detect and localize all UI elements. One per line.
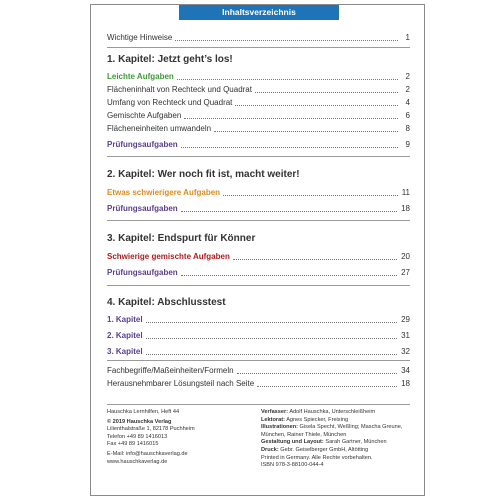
toc-entry-page: 27 — [401, 268, 410, 277]
design: Sarah Gartner, München — [325, 439, 387, 446]
toc-entry[interactable] — [107, 139, 410, 150]
isbn: ISBN 978-3-88100-044-4 — [261, 462, 324, 469]
section-divider — [107, 156, 410, 157]
dot-leader — [181, 147, 398, 148]
toc-entry-page: 18 — [401, 379, 410, 388]
toc-entry[interactable] — [107, 123, 410, 134]
dot-leader — [181, 275, 397, 276]
illustrations-line — [261, 424, 411, 432]
toc-entry[interactable] — [107, 314, 410, 325]
toc-entry-page: 6 — [405, 111, 410, 120]
publisher-info — [107, 409, 257, 466]
chapter-2-title: 2. Kapitel: Wer noch fit ist, macht weiter! — [107, 169, 300, 180]
illustrations-continued: München, Rainer Thiele, München — [261, 431, 347, 438]
design-label: Gestaltung und Layout: — [261, 439, 324, 446]
toc-entry-label: Etwas schwierigere Aufgaben — [107, 188, 221, 197]
toc-entry[interactable] — [107, 346, 410, 357]
dot-leader — [235, 105, 398, 106]
credits-info — [261, 409, 411, 470]
section-divider — [107, 47, 410, 48]
footer-divider — [107, 404, 410, 405]
dot-leader — [255, 92, 398, 93]
toc-entry-label: Schwierige gemischte Aufgaben — [107, 252, 230, 261]
email-link[interactable]: E-Mail: info@hauschkaverlag.de — [107, 450, 188, 457]
toc-entry-label: Prüfungsaufgaben — [107, 140, 178, 149]
toc-entry-page: 2 — [405, 72, 410, 81]
chapter-1-title: 1. Kapitel: Jetzt geht’s los! — [107, 54, 233, 65]
toc-entry-page: 11 — [401, 188, 410, 197]
toc-entry-label: Flächeneinheiten umwandeln — [107, 124, 212, 133]
toc-entry[interactable] — [107, 251, 410, 262]
document-page — [90, 4, 425, 496]
editor-line — [261, 417, 411, 425]
toc-entry-page: 2 — [405, 85, 410, 94]
author: Adolf Hauschka, Unterschleißheim — [289, 409, 376, 415]
toc-entry-label: Fachbegriffe/Maßeinheiten/Formeln — [107, 366, 234, 375]
toc-entry[interactable] — [107, 203, 410, 214]
toc-entry-page: 20 — [401, 252, 410, 261]
copyright: © 2019 Hauschka Verlag — [107, 418, 172, 425]
fax: Fax +49 89 1416015 — [107, 441, 159, 448]
toc-entry-label: Gemischte Aufgaben — [107, 111, 182, 120]
toc-entry-page: 31 — [401, 331, 410, 340]
toc-entry-page: 29 — [401, 315, 410, 324]
toc-entry-page: 34 — [401, 366, 410, 375]
toc-entry-label: Prüfungsaufgaben — [107, 204, 178, 213]
series-name: Hauschka Lernhilfen, Heft 44 — [107, 409, 180, 415]
toc-entry-intro[interactable] — [107, 32, 410, 43]
toc-entry-page: 8 — [405, 124, 410, 133]
toc-entry-page: 9 — [405, 140, 410, 149]
dot-leader — [146, 354, 398, 355]
dot-leader — [214, 131, 398, 132]
dot-leader — [181, 211, 397, 212]
toc-entry-label: 2. Kapitel — [107, 331, 143, 340]
dot-leader — [237, 373, 398, 374]
toc-entry[interactable] — [107, 71, 410, 82]
phone: Telefon +49 89 1416013 — [107, 433, 168, 440]
toc-entry-label: Prüfungsaufgaben — [107, 268, 178, 277]
toc-entry-label: Umfang von Rechteck und Quadrat — [107, 98, 233, 107]
toc-entry[interactable] — [107, 110, 410, 121]
address: Lilienthalstraße 1, 82178 Puchheim — [107, 426, 195, 433]
website-link[interactable]: www.hauschkaverlag.de — [107, 458, 168, 465]
dot-leader — [177, 79, 398, 80]
design-line — [261, 439, 411, 447]
dot-leader — [175, 40, 398, 41]
toc-entry-page: 4 — [405, 98, 410, 107]
toc-entry-page: 18 — [401, 204, 410, 213]
printed-in: Printed in Germany. Alle Rechte vorbehalten. — [261, 454, 373, 461]
toc-entry[interactable] — [107, 267, 410, 278]
toc-entry-label: Wichtige Hinweise — [107, 33, 173, 42]
toc-entry-label: 3. Kapitel — [107, 347, 143, 356]
section-divider — [107, 360, 410, 361]
dot-leader — [146, 338, 398, 339]
chapter-3-title: 3. Kapitel: Endspurt für Könner — [107, 233, 256, 244]
section-divider — [107, 220, 410, 221]
toc-entry[interactable] — [107, 187, 410, 198]
toc-entry-label: Flächeninhalt von Rechteck und Quadrat — [107, 85, 252, 94]
toc-entry-glossary[interactable] — [107, 365, 410, 376]
editor-label: Lektorat: — [261, 416, 285, 423]
section-divider — [107, 285, 410, 286]
toc-entry[interactable] — [107, 330, 410, 341]
dot-leader — [257, 386, 397, 387]
dot-leader — [146, 322, 398, 323]
author-label: Verfasser: — [261, 409, 289, 415]
chapter-4-title: 4. Kapitel: Abschlusstest — [107, 297, 226, 308]
toc-entry[interactable] — [107, 97, 410, 108]
editor: Agnes Spiecker, Freising — [286, 416, 349, 423]
print-line — [261, 447, 411, 455]
toc-entry-label: Leichte Aufgaben — [107, 72, 174, 81]
toc-entry-page: 1 — [405, 33, 410, 42]
toc-entry[interactable] — [107, 84, 410, 95]
print: Gebr. Geiselberger GmbH, Altötting — [280, 446, 369, 453]
print-label: Druck: — [261, 446, 279, 453]
toc-header: Inhaltsverzeichnis — [179, 5, 339, 20]
toc-entry-solutions[interactable] — [107, 378, 410, 389]
author-line — [261, 409, 411, 417]
illustrations: Gisela Specht, Weßling; Mascha Greune, — [299, 424, 403, 431]
toc-entry-label: Herausnehmbarer Lösungsteil nach Seite — [107, 379, 255, 388]
dot-leader — [233, 259, 397, 260]
toc-entry-page: 32 — [401, 347, 410, 356]
dot-leader — [223, 195, 398, 196]
toc-entry-label: 1. Kapitel — [107, 315, 143, 324]
illustrations-label: Illustrationen: — [261, 424, 298, 431]
dot-leader — [184, 118, 398, 119]
